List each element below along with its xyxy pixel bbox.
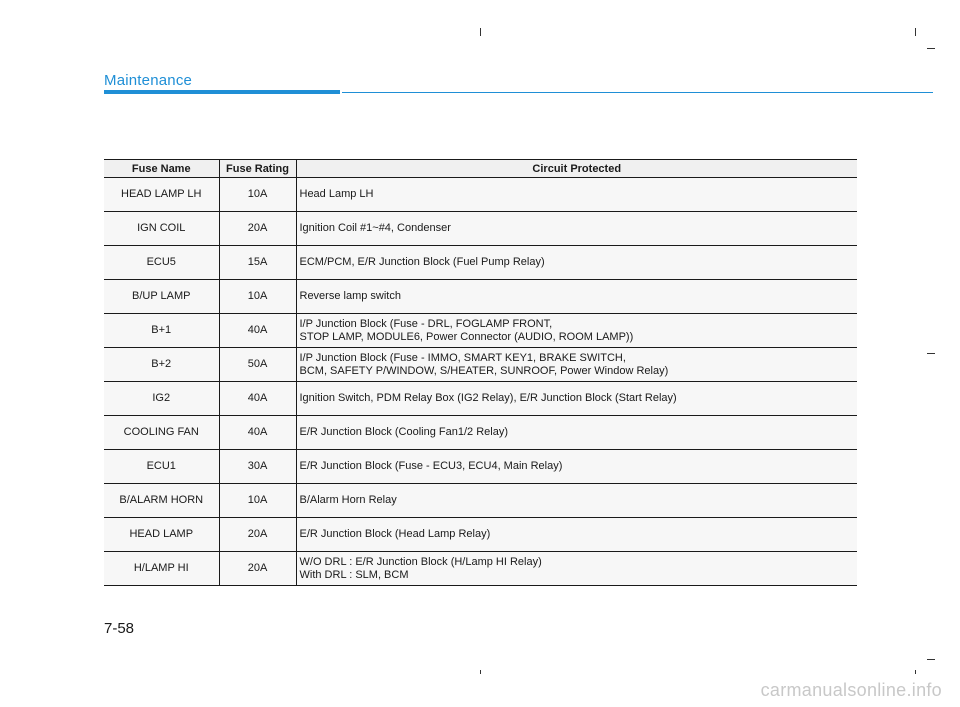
circuit-protected-cell bbox=[296, 280, 857, 314]
fuse-name-cell: B/ALARM HORN bbox=[104, 484, 219, 518]
circuit-protected-cell bbox=[296, 552, 857, 586]
circuit-line: Ignition Coil #1~#4, Condenser bbox=[299, 222, 451, 234]
fuse-name-cell: COOLING FAN bbox=[104, 416, 219, 450]
fuse-rating-cell: 40A bbox=[219, 382, 296, 416]
table-row bbox=[104, 280, 857, 314]
fuse-name-cell: ECU5 bbox=[104, 246, 219, 280]
circuit-line: E/R Junction Block (Cooling Fan1/2 Relay) bbox=[299, 426, 508, 438]
fuse-name-cell: IGN COIL bbox=[104, 212, 219, 246]
crop-mark bbox=[915, 28, 916, 36]
circuit-line: Head Lamp LH bbox=[299, 188, 374, 200]
fuse-rating-cell: 30A bbox=[219, 450, 296, 484]
table-row bbox=[104, 246, 857, 280]
fuse-rating-cell: 20A bbox=[219, 518, 296, 552]
fuse-rating-cell: 40A bbox=[219, 416, 296, 450]
circuit-protected-cell bbox=[296, 246, 857, 280]
circuit-protected-cell bbox=[296, 518, 857, 552]
header-fuse-rating: Fuse Rating bbox=[219, 160, 296, 178]
table-row bbox=[104, 212, 857, 246]
table-row bbox=[104, 314, 857, 348]
circuit-line: STOP LAMP, MODULE6, Power Connector (AUDIO, ROOM LAMP)) bbox=[299, 330, 634, 343]
circuit-line: With DRL : SLM, BCM bbox=[299, 568, 409, 581]
fuse-name-cell: B+1 bbox=[104, 314, 219, 348]
fuse-rating-cell: 10A bbox=[219, 178, 296, 212]
fuse-rating-cell: 20A bbox=[219, 212, 296, 246]
fuse-name-cell: ECU1 bbox=[104, 450, 219, 484]
crop-mark bbox=[915, 670, 916, 674]
circuit-protected-cell bbox=[296, 314, 857, 348]
fuse-rating-cell: 10A bbox=[219, 280, 296, 314]
header-fuse-name: Fuse Name bbox=[104, 160, 219, 178]
circuit-line: W/O DRL : E/R Junction Block (H/Lamp HI Relay) bbox=[299, 555, 542, 568]
fuse-rating-cell: 50A bbox=[219, 348, 296, 382]
table-row bbox=[104, 450, 857, 484]
fuse-rating-cell: 10A bbox=[219, 484, 296, 518]
table-row bbox=[104, 348, 857, 382]
fuse-name-cell: B+2 bbox=[104, 348, 219, 382]
circuit-protected-cell bbox=[296, 416, 857, 450]
circuit-protected-cell bbox=[296, 484, 857, 518]
table-row bbox=[104, 552, 857, 586]
fuse-rating-cell: 20A bbox=[219, 552, 296, 586]
table-row bbox=[104, 178, 857, 212]
circuit-protected-cell bbox=[296, 212, 857, 246]
circuit-line: Reverse lamp switch bbox=[299, 290, 401, 302]
fuse-table bbox=[104, 159, 857, 586]
crop-mark bbox=[927, 659, 935, 660]
circuit-line: BCM, SAFETY P/WINDOW, S/HEATER, SUNROOF, Power Window Relay) bbox=[299, 364, 669, 377]
section-title: Maintenance bbox=[104, 72, 193, 89]
fuse-name-cell: B/UP LAMP bbox=[104, 280, 219, 314]
circuit-line: I/P Junction Block (Fuse - IMMO, SMART KEY1, BRAKE SWITCH, bbox=[299, 351, 626, 364]
fuse-name-cell: HEAD LAMP LH bbox=[104, 178, 219, 212]
fuse-name-cell: H/LAMP HI bbox=[104, 552, 219, 586]
page-number: 7-58 bbox=[104, 620, 135, 637]
fuse-rating-cell: 40A bbox=[219, 314, 296, 348]
fuse-rating-cell: 15A bbox=[219, 246, 296, 280]
fuse-name-cell: HEAD LAMP bbox=[104, 518, 219, 552]
circuit-line: B/Alarm Horn Relay bbox=[299, 494, 397, 506]
circuit-line: Ignition Switch, PDM Relay Box (IG2 Relay), E/R Junction Block (Start Relay) bbox=[299, 392, 677, 404]
crop-mark bbox=[927, 48, 935, 49]
table-row bbox=[104, 416, 857, 450]
crop-mark bbox=[927, 353, 935, 354]
table-row bbox=[104, 518, 857, 552]
header-circuit-protected: Circuit Protected bbox=[296, 160, 857, 178]
section-rule-thin bbox=[342, 92, 933, 93]
watermark: carmanualsonline.info bbox=[760, 680, 942, 700]
crop-mark bbox=[480, 28, 481, 36]
table-header-row bbox=[104, 160, 857, 178]
section-rule-thick bbox=[104, 90, 340, 94]
circuit-line: E/R Junction Block (Head Lamp Relay) bbox=[299, 528, 491, 540]
circuit-protected-cell bbox=[296, 348, 857, 382]
crop-mark bbox=[480, 670, 481, 674]
circuit-protected-cell bbox=[296, 178, 857, 212]
table-body bbox=[104, 178, 857, 586]
circuit-line: E/R Junction Block (Fuse - ECU3, ECU4, Main Relay) bbox=[299, 460, 563, 472]
circuit-protected-cell bbox=[296, 450, 857, 484]
circuit-line: ECM/PCM, E/R Junction Block (Fuel Pump Relay) bbox=[299, 256, 545, 268]
table-row bbox=[104, 382, 857, 416]
table-row bbox=[104, 484, 857, 518]
circuit-protected-cell bbox=[296, 382, 857, 416]
circuit-line: I/P Junction Block (Fuse - DRL, FOGLAMP FRONT, bbox=[299, 317, 553, 330]
fuse-name-cell: IG2 bbox=[104, 382, 219, 416]
